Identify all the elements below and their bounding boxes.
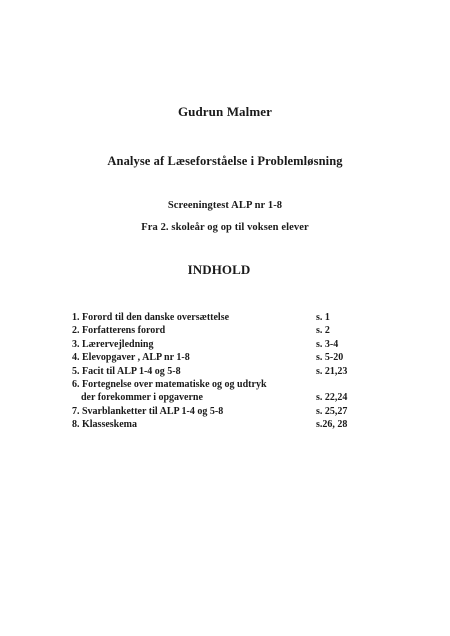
toc-entry-text: 6. Fortegnelse over matematiske og og udtryk xyxy=(72,378,267,390)
toc-entry-7 xyxy=(72,405,382,418)
toc-entry-5 xyxy=(72,365,382,378)
test-name: Screeningtest ALP nr 1-8 xyxy=(167,200,283,211)
toc-entry-page: s. 1 xyxy=(316,312,330,323)
toc-entry-text: 8. Klasseskema xyxy=(72,419,137,431)
toc-entry-text: 2. Forfatterens forord xyxy=(72,325,166,337)
toc-entry-page: s. 3-4 xyxy=(316,338,339,350)
toc-entry-text: 3. Lærervejledning xyxy=(72,338,154,350)
toc-entry-text: 4. Elevopgaver , ALP nr 1-8 xyxy=(72,352,190,364)
toc-entry-8 xyxy=(72,418,382,431)
toc-entry-3 xyxy=(72,338,382,351)
toc-heading: INDHOLD xyxy=(187,262,251,277)
toc-entry-text: 1. Forord til den danske oversættelse xyxy=(72,312,230,323)
toc-entry-6 xyxy=(72,378,382,391)
toc-entry-4 xyxy=(72,351,382,364)
toc-entry-page: s. 21,23 xyxy=(316,365,348,377)
toc-entry-text: der forekommer i opgaverne xyxy=(81,392,203,404)
toc-entry-page: s. 5-20 xyxy=(316,352,344,364)
toc-entry-6-continued xyxy=(72,391,382,404)
toc-entry-text: 5. Facit til ALP 1-4 og 5-8 xyxy=(72,365,181,377)
table-of-contents xyxy=(72,311,382,432)
grade-range: Fra 2. skoleår og op til voksen elever xyxy=(141,222,309,233)
toc-entry-1 xyxy=(72,311,382,324)
toc-entry-page: s. 25,27 xyxy=(316,405,348,417)
author-name: Gudrun Malmer xyxy=(177,104,273,119)
toc-entry-2 xyxy=(72,324,382,337)
toc-entry-text: 7. Svarblanketter til ALP 1-4 og 5-8 xyxy=(72,405,224,417)
toc-entry-page: s. 2 xyxy=(316,325,330,337)
document-title: Analyse af Læseforståelse i Problemløsning xyxy=(107,154,343,168)
toc-entry-page: s. 22,24 xyxy=(316,392,348,404)
toc-entry-page: s.26, 28 xyxy=(316,419,348,431)
